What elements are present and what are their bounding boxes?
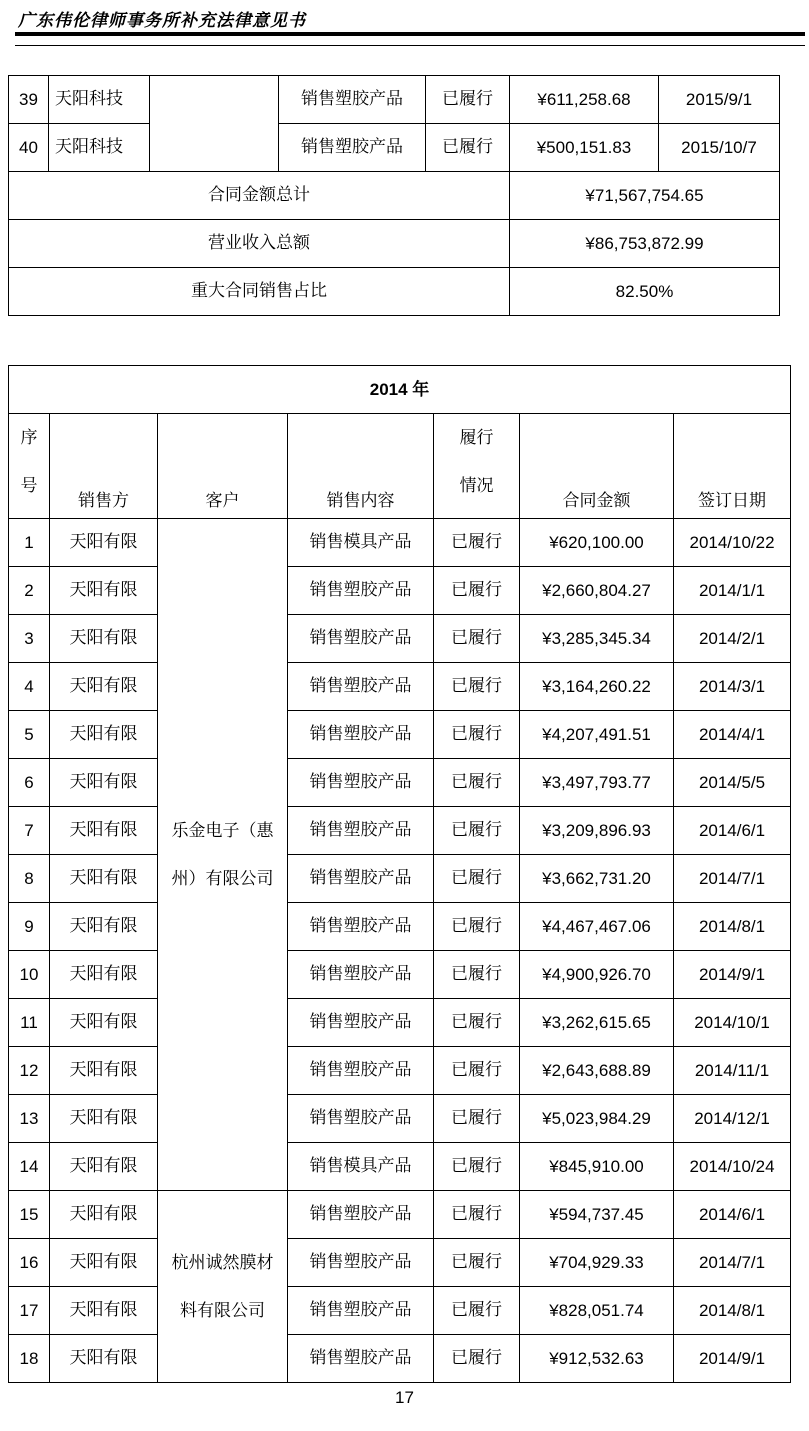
row-number: 11: [9, 999, 50, 1047]
amount-cell: ¥3,262,615.65: [520, 999, 674, 1047]
seller-cell: 天阳有限: [50, 999, 158, 1047]
row-number: 18: [9, 1335, 50, 1383]
date-cell: 2014/1/1: [674, 567, 791, 615]
content-cell: 销售塑胶产品: [288, 1095, 434, 1143]
date-cell: 2014/9/1: [674, 951, 791, 999]
amount-cell: ¥594,737.45: [520, 1191, 674, 1239]
row-number: 10: [9, 951, 50, 999]
content-cell: 销售塑胶产品: [288, 1191, 434, 1239]
status-cell: 已履行: [434, 615, 520, 663]
amount-cell: ¥4,207,491.51: [520, 711, 674, 759]
table-row: [9, 759, 791, 807]
row-number: 14: [9, 1143, 50, 1191]
amount-cell: ¥3,164,260.22: [520, 663, 674, 711]
content-cell: 销售塑胶产品: [288, 807, 434, 855]
date-cell: 2014/12/1: [674, 1095, 791, 1143]
seller-cell: 天阳有限: [50, 519, 158, 567]
date-cell: 2014/8/1: [674, 1287, 791, 1335]
status-cell: 已履行: [434, 1335, 520, 1383]
date-cell: 2015/10/7: [659, 124, 780, 172]
status-cell: 已履行: [434, 1095, 520, 1143]
content-cell: 销售塑胶产品: [288, 1335, 434, 1383]
seller-cell: 天阳有限: [50, 663, 158, 711]
amount-cell: ¥704,929.33: [520, 1239, 674, 1287]
content-cell: 销售塑胶产品: [288, 615, 434, 663]
table-row: [9, 807, 791, 855]
row-number: 3: [9, 615, 50, 663]
status-cell: 已履行: [434, 519, 520, 567]
amount-cell: ¥912,532.63: [520, 1335, 674, 1383]
content-cell: 销售塑胶产品: [288, 759, 434, 807]
date-cell: 2014/7/1: [674, 1239, 791, 1287]
status-cell: 已履行: [434, 1287, 520, 1335]
row-number: 9: [9, 903, 50, 951]
seller-cell: 天阳有限: [50, 807, 158, 855]
header-date: 签订日期: [674, 414, 791, 519]
row-number: 6: [9, 759, 50, 807]
date-cell: 2014/5/5: [674, 759, 791, 807]
document-header-title: 广东伟伦律师事务所补充法律意见书: [18, 11, 306, 31]
seller-cell: 天阳有限: [50, 615, 158, 663]
table-row: [9, 1095, 791, 1143]
status-cell: 已履行: [434, 1191, 520, 1239]
seller-cell: 天阳有限: [50, 951, 158, 999]
header-customer: 客户: [158, 414, 288, 519]
table-row: [9, 1335, 791, 1383]
seller-cell: 天阳有限: [50, 855, 158, 903]
amount-cell: ¥3,209,896.93: [520, 807, 674, 855]
table-row: [9, 567, 791, 615]
amount-cell: ¥620,100.00: [520, 519, 674, 567]
date-cell: 2014/11/1: [674, 1047, 791, 1095]
customer-cell: 杭州诚然膜材料有限公司: [158, 1191, 288, 1383]
content-cell: 销售塑胶产品: [288, 1287, 434, 1335]
summary-label: 营业收入总额: [9, 220, 510, 268]
table-row: [9, 1287, 791, 1335]
seller-cell: 天阳有限: [50, 759, 158, 807]
seller-cell: 天阳有限: [50, 903, 158, 951]
seller-cell: 天阳有限: [50, 1191, 158, 1239]
date-cell: 2014/8/1: [674, 903, 791, 951]
status-cell: 已履行: [434, 663, 520, 711]
amount-cell: ¥3,497,793.77: [520, 759, 674, 807]
row-number: 5: [9, 711, 50, 759]
status-cell: 已履行: [434, 951, 520, 999]
customer-cell: [150, 76, 279, 172]
content-cell: 销售塑胶产品: [288, 999, 434, 1047]
seller-cell: 天阳有限: [50, 1143, 158, 1191]
status-cell: 已履行: [434, 903, 520, 951]
seller-cell: 天阳有限: [50, 711, 158, 759]
status-cell: 已履行: [434, 759, 520, 807]
seller-cell: 天阳有限: [50, 1239, 158, 1287]
content-cell: 销售塑胶产品: [288, 855, 434, 903]
table-row: [9, 615, 791, 663]
table-row: [9, 711, 791, 759]
amount-cell: ¥3,285,345.34: [520, 615, 674, 663]
status-cell: 已履行: [426, 76, 510, 124]
seller-cell: 天阳科技: [49, 124, 150, 172]
date-cell: 2014/3/1: [674, 663, 791, 711]
date-cell: 2014/9/1: [674, 1335, 791, 1383]
date-cell: 2014/2/1: [674, 615, 791, 663]
header-no: 序 号: [9, 414, 50, 519]
customer-cell: 乐金电子（惠州）有限公司: [158, 519, 288, 1191]
table-row: [9, 999, 791, 1047]
table-row: [9, 1143, 791, 1191]
table-row: [9, 663, 791, 711]
header-rule-thin: [15, 45, 805, 46]
status-cell: 已履行: [434, 1239, 520, 1287]
seller-cell: 天阳有限: [50, 1287, 158, 1335]
date-cell: 2014/7/1: [674, 855, 791, 903]
status-cell: 已履行: [434, 567, 520, 615]
seller-cell: 天阳有限: [50, 567, 158, 615]
amount-cell: ¥845,910.00: [520, 1143, 674, 1191]
content-cell: 销售塑胶产品: [288, 663, 434, 711]
row-number: 7: [9, 807, 50, 855]
table-row: [9, 855, 791, 903]
table-row: [9, 76, 780, 124]
status-cell: 已履行: [426, 124, 510, 172]
table-title: 2014 年: [9, 366, 791, 414]
header-status: 履行 情况: [434, 414, 520, 519]
amount-cell: ¥500,151.83: [510, 124, 659, 172]
table-row: [9, 124, 780, 172]
row-number: 1: [9, 519, 50, 567]
seller-cell: 天阳有限: [50, 1335, 158, 1383]
row-number: 12: [9, 1047, 50, 1095]
amount-cell: ¥4,467,467.06: [520, 903, 674, 951]
status-cell: 已履行: [434, 999, 520, 1047]
summary-value: ¥86,753,872.99: [510, 220, 780, 268]
header-seller: 销售方: [50, 414, 158, 519]
summary-row: [9, 268, 780, 316]
contracts-continued-table: [8, 75, 780, 316]
amount-cell: ¥5,023,984.29: [520, 1095, 674, 1143]
table-header-row: [9, 414, 791, 519]
date-cell: 2014/10/22: [674, 519, 791, 567]
date-cell: 2014/4/1: [674, 711, 791, 759]
amount-cell: ¥828,051.74: [520, 1287, 674, 1335]
table-row: [9, 1047, 791, 1095]
status-cell: 已履行: [434, 711, 520, 759]
table-row: [9, 519, 791, 567]
content-cell: 销售塑胶产品: [288, 711, 434, 759]
row-number: 39: [9, 76, 49, 124]
amount-cell: ¥611,258.68: [510, 76, 659, 124]
status-cell: 已履行: [434, 1143, 520, 1191]
header-content: 销售内容: [288, 414, 434, 519]
contracts-2014-table: [8, 365, 791, 1383]
summary-row: [9, 220, 780, 268]
amount-cell: ¥4,900,926.70: [520, 951, 674, 999]
header-amount: 合同金额: [520, 414, 674, 519]
date-cell: 2014/10/1: [674, 999, 791, 1047]
row-number: 40: [9, 124, 49, 172]
status-cell: 已履行: [434, 807, 520, 855]
row-number: 13: [9, 1095, 50, 1143]
table-row: [9, 903, 791, 951]
summary-row: [9, 172, 780, 220]
amount-cell: ¥2,660,804.27: [520, 567, 674, 615]
seller-cell: 天阳有限: [50, 1095, 158, 1143]
summary-value: ¥71,567,754.65: [510, 172, 780, 220]
date-cell: 2015/9/1: [659, 76, 780, 124]
table-row: [9, 1239, 791, 1287]
seller-cell: 天阳有限: [50, 1047, 158, 1095]
row-number: 8: [9, 855, 50, 903]
summary-label: 重大合同销售占比: [9, 268, 510, 316]
content-cell: 销售塑胶产品: [288, 903, 434, 951]
row-number: 4: [9, 663, 50, 711]
date-cell: 2014/10/24: [674, 1143, 791, 1191]
row-number: 17: [9, 1287, 50, 1335]
content-cell: 销售塑胶产品: [288, 1047, 434, 1095]
content-cell: 销售塑胶产品: [288, 1239, 434, 1287]
amount-cell: ¥3,662,731.20: [520, 855, 674, 903]
summary-label: 合同金额总计: [9, 172, 510, 220]
content-cell: 销售模具产品: [288, 1143, 434, 1191]
summary-value: 82.50%: [510, 268, 780, 316]
row-number: 2: [9, 567, 50, 615]
row-number: 15: [9, 1191, 50, 1239]
status-cell: 已履行: [434, 855, 520, 903]
date-cell: 2014/6/1: [674, 1191, 791, 1239]
seller-cell: 天阳科技: [49, 76, 150, 124]
date-cell: 2014/6/1: [674, 807, 791, 855]
table-row: [9, 951, 791, 999]
header-rule-thick: [15, 32, 805, 36]
content-cell: 销售塑胶产品: [279, 76, 426, 124]
content-cell: 销售塑胶产品: [279, 124, 426, 172]
page-number: 17: [395, 1388, 414, 1407]
content-cell: 销售模具产品: [288, 519, 434, 567]
amount-cell: ¥2,643,688.89: [520, 1047, 674, 1095]
row-number: 16: [9, 1239, 50, 1287]
status-cell: 已履行: [434, 1047, 520, 1095]
table-row: [9, 1191, 791, 1239]
content-cell: 销售塑胶产品: [288, 951, 434, 999]
content-cell: 销售塑胶产品: [288, 567, 434, 615]
